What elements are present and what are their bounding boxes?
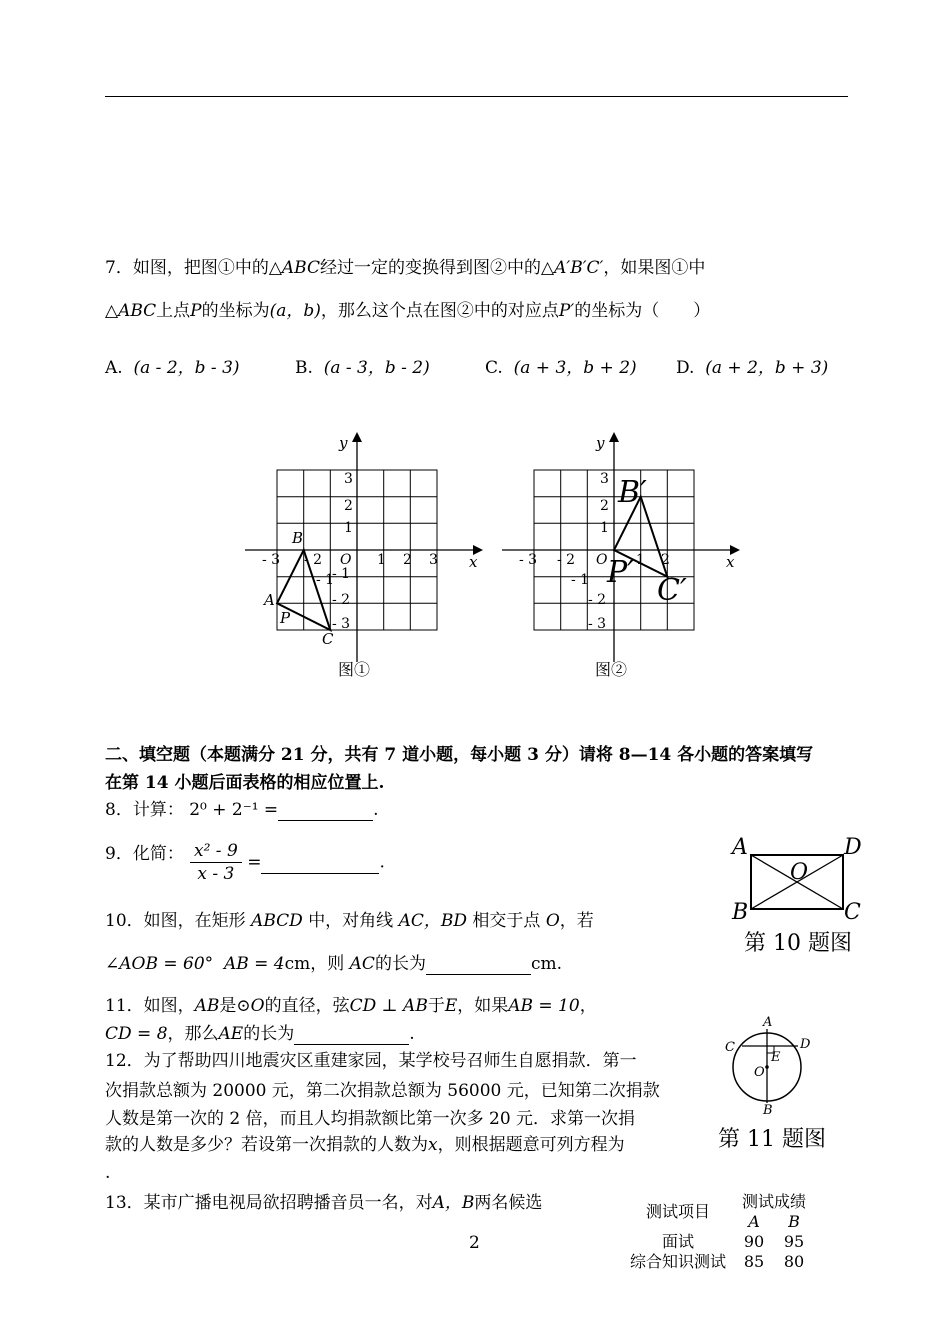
q11-line1: 11．如图，AB是⊙O的直径，弦CD ⊥ AB于E，如果AB = 10， (105, 996, 597, 1016)
fig1-label-c: C (322, 630, 334, 648)
q7-option-c: C. (a + 3，b + 2) (485, 358, 637, 378)
q11-center-dot (765, 1065, 769, 1069)
score-row-item: 综合知识测试 (630, 1252, 727, 1271)
fig1-tick-xn2: - 2 (304, 552, 323, 568)
fig1-tick-x1: 1 (377, 552, 386, 568)
fig1-tick-x2: 2 (403, 552, 412, 568)
fig2-label-p-prime: P′ (607, 555, 634, 590)
table-row (622, 1232, 814, 1252)
fig1-label-a: A (264, 591, 275, 609)
q7-line1: 7．如图，把图①中的△ABC经过一定的变换得到图②中的△A′B′C′，如果图①中 (105, 258, 706, 278)
q10-label-b: B (732, 900, 749, 925)
q11-label-a: A (763, 1015, 773, 1030)
q12-line4: 款的人数是多少？若设第一次捐款的人数为x，则根据题意可列方程为 (105, 1135, 625, 1155)
fig2-x-label: x (726, 553, 735, 571)
fig2-origin: O (596, 552, 608, 568)
q10-label-o: O (790, 860, 809, 885)
q7-option-d: D. (a + 2，b + 3) (676, 358, 829, 378)
q11-figure (710, 1010, 855, 1160)
q10-label-c: C (844, 900, 861, 925)
section2-heading-line2: 在第 14 小题后面表格的相应位置上. (105, 773, 385, 793)
fig2-tick-y1: 1 (600, 520, 609, 536)
q11-label-o: O (754, 1065, 765, 1080)
fig2-tick-x2: 2 (661, 552, 670, 568)
fig2-caption: 图② (595, 660, 628, 679)
q10-label-a: A (732, 835, 748, 860)
score-row-item: 面试 (662, 1232, 695, 1251)
q10-caption: 第 10 题图 (744, 931, 852, 956)
q11-label-b: B (763, 1103, 773, 1118)
fig2-tick-y2: 2 (600, 498, 609, 514)
q9-fraction: $\frac{\text{x² - 9}}{x - 3}$ = . (190, 840, 385, 885)
fig2-tick-x1: 1 (636, 552, 645, 568)
fig1-tick-yn3: - 3 (332, 616, 351, 632)
q11-caption: 第 11 题图 (718, 1127, 826, 1152)
score-col-b: B (788, 1212, 800, 1231)
fig1-tick-y2: 2 (344, 498, 353, 514)
page-number: 2 (469, 1233, 480, 1253)
score-col-score: 测试成绩 (742, 1192, 807, 1211)
fig2-y-label: y (596, 434, 605, 452)
fig1-x-label: x (469, 553, 478, 571)
q7-option-a: A. (a - 2，b - 3) (105, 358, 240, 378)
score-col-item: 测试项目 (646, 1202, 711, 1221)
fig1-label-b: B (292, 529, 304, 547)
q9-label: 9．化简： (105, 844, 184, 864)
fig1-origin: O (340, 552, 352, 568)
fig2-tick-yn2: - 2 (588, 592, 607, 608)
score-row-a: 85 (743, 1252, 765, 1271)
section2-heading-line1: 二、填空题（本题满分 21 分，共有 7 道小题，每小题 3 分）请将 8—14 各小题的答案填写 (105, 745, 814, 765)
q12-line5: . (105, 1163, 111, 1183)
q11-label-e: E (771, 1050, 781, 1065)
fig2-label-c-prime: C′ (657, 573, 687, 608)
figure-2 (497, 430, 752, 685)
fig2-label-b-prime: B′ (618, 475, 647, 510)
q11-line2: CD = 8，那么AE的长为 . (105, 1024, 415, 1044)
fig2-tick-xn2: - 2 (557, 552, 576, 568)
q7-line2: △ABC上点P的坐标为(a，b)，那么这个点在图②中的对应点P′的坐标为（ ） (105, 301, 711, 321)
fig1-tick-yn1: - 1 (332, 566, 351, 582)
fig2-axes (502, 438, 732, 662)
q11-label-d: D (800, 1037, 811, 1052)
fig2-tick-yn3: - 3 (588, 616, 607, 632)
q10-line2: ∠AOB = 60° AB = 4cm，则 AC的长为 cm. (105, 954, 562, 974)
q12-line3: 人数是第一次的 2 倍，而且人均捐款额比第一次多 20 元．求第一次捐 (105, 1109, 636, 1129)
fig1-label-p: P (280, 609, 291, 627)
fig1-tick-x3: 3 (429, 552, 438, 568)
q8: 8．计算： 2⁰ + 2⁻¹ = . (105, 800, 379, 820)
fig1-tick-xn1: - 1 (316, 572, 335, 588)
score-table (622, 1192, 814, 1272)
fig2-tick-xn3: - 3 (519, 552, 538, 568)
fig2-tick-xn1: - 1 (571, 572, 590, 588)
score-row-b: 80 (783, 1252, 805, 1271)
figure-1 (240, 430, 490, 685)
q12-line2: 次捐款总额为 20000 元，第二次捐款总额为 56000 元，已知第二次捐款 (105, 1081, 660, 1101)
score-col-a: A (748, 1212, 760, 1231)
fig1-y-arrow (352, 432, 362, 442)
fig1-axes (245, 438, 475, 662)
table-row (622, 1252, 814, 1272)
q11-label-c: C (725, 1040, 735, 1055)
q10-line1: 10．如图，在矩形 ABCD 中，对角线 AC，BD 相交于点 O，若 (105, 911, 594, 931)
q13-line1: 13．某市广播电视局欲招聘播音员一名，对A，B两名候选 (105, 1193, 543, 1213)
score-row-a: 90 (743, 1232, 765, 1251)
fig2-y-arrow (609, 432, 619, 442)
q7-option-b: B. (a - 3，b - 2) (295, 358, 430, 378)
fig2-tick-y3: 3 (600, 471, 609, 487)
fig1-tick-xn3: - 3 (262, 552, 281, 568)
fig1-tick-yn2: - 2 (332, 592, 351, 608)
score-row-b: 95 (783, 1232, 805, 1251)
fig1-tick-y3: 3 (344, 471, 353, 487)
q12-line1: 12．为了帮助四川地震灾区重建家园，某学校号召师生自愿捐款．第一 (105, 1051, 637, 1071)
q10-figure (722, 832, 872, 962)
fig1-caption: 图① (338, 660, 371, 679)
fig1-tick-y1: 1 (344, 520, 353, 536)
fig1-y-label: y (339, 434, 348, 452)
q10-label-d: D (844, 835, 862, 860)
header-rule (105, 96, 848, 97)
